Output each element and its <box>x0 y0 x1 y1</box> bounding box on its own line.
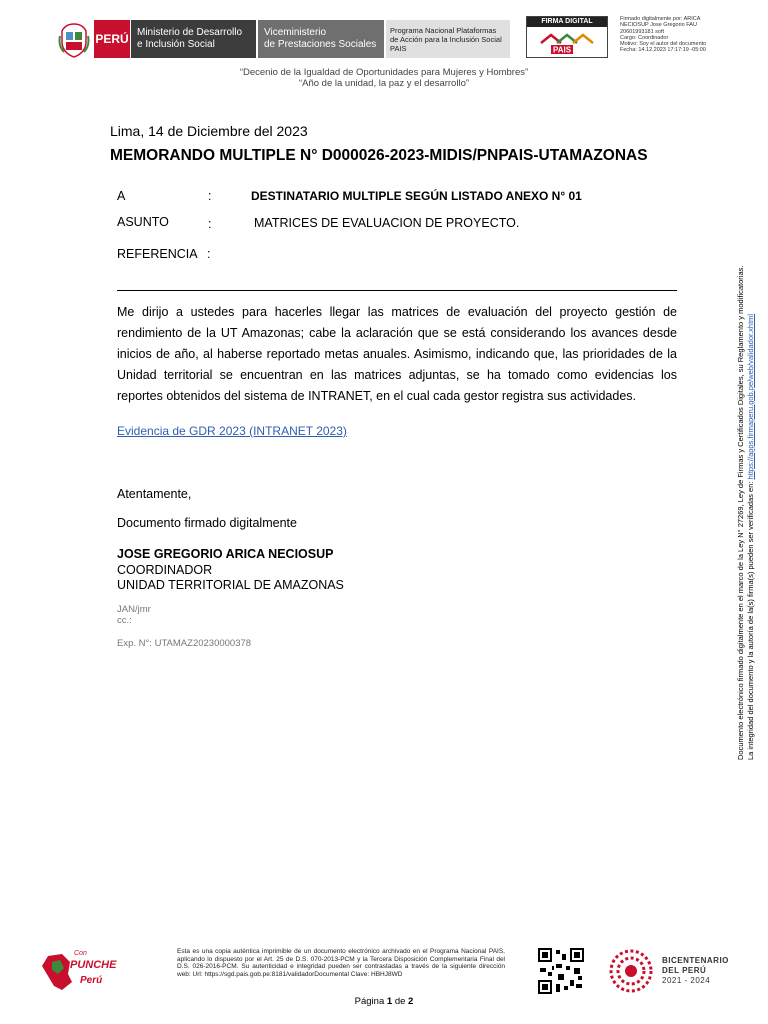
referencia-colon: : <box>207 247 211 261</box>
svg-text:PAIS: PAIS <box>552 45 572 55</box>
ministerio-line2: e Inclusión Social <box>137 39 215 50</box>
pais-logo-icon <box>537 29 597 57</box>
decenio-line2: “Año de la unidad, la paz y el desarrollo” <box>298 78 470 89</box>
side-note-line2 <box>746 220 756 760</box>
footer-authenticity-note: Esta es una copia auténtica imprimible de un documento electrónico archivado en el Programa Nacional PAIS, aplicando lo dispuesto por el Art. 25 de D.S. 070-2013-PCM y la Tercera Disposición Complementaria Final del D.S. 026-2016-PCM. Su autenticidad e integridad pueden ser contrastadas a través de la siguiente dirección web: Url: https://sgd.pais.gob.pe:8181/validadorDocumental Clave: HBHJ8WD <box>177 948 505 978</box>
signer-role: COORDINADOR <box>117 563 213 577</box>
firma-info-block <box>620 16 740 54</box>
page-number <box>0 996 768 1007</box>
asunto-label: ASUNTO <box>117 215 169 229</box>
punche-con: Con <box>74 950 87 957</box>
firma-info-line: NECIOSUP Jose Gregorio FAU <box>620 22 697 29</box>
vice-line2: de Prestaciones Sociales <box>264 39 377 50</box>
page-prefix: Página <box>354 996 387 1007</box>
ministerio-label <box>131 20 256 58</box>
a-value: DESTINATARIO MULTIPLE SEGÚN LISTADO ANEXO N° 01 <box>251 189 582 203</box>
bicentenario-line2: DEL PERÚ <box>662 966 707 975</box>
firma-info-line: Fecha: 14.12.2023 17:17:19 -05:00 <box>620 47 706 54</box>
exp-label: Exp. N°: <box>117 638 155 649</box>
bicentenario-logo-icon <box>608 948 654 994</box>
side-note-prefix: La integridad del documento y la autoría de la(s) firma(s) pueden ser verificadas en: <box>746 479 755 760</box>
programa-line1: Programa Nacional Plataformas <box>390 26 497 35</box>
peru-coat-of-arms-icon <box>58 22 90 58</box>
asunto-colon: : <box>208 217 212 231</box>
viceministerio-label <box>258 20 384 58</box>
a-colon: : <box>208 189 212 203</box>
a-label: A <box>117 189 126 203</box>
asunto-value: MATRICES DE EVALUACION DE PROYECTO. <box>254 216 520 230</box>
firma-digital-title: FIRMA DIGITAL <box>527 17 607 27</box>
cc-label: cc.: <box>117 615 132 626</box>
digital-signature-side-note <box>736 220 756 760</box>
memo-date: Lima, 14 de Diciembre del 2023 <box>110 123 308 139</box>
bicentenario-line1: BICENTENARIO <box>662 956 729 965</box>
punche-peru: Perú <box>80 975 103 986</box>
qr-code-icon <box>538 948 584 994</box>
firma-info-line: Cargo: Coordinador <box>620 34 669 41</box>
bicentenario-line3: 2021 - 2024 <box>662 976 711 985</box>
page-current: 1 <box>386 996 393 1007</box>
bicentenario-label <box>662 956 729 986</box>
memo-title: MEMORANDO MULTIPLE N° D000026-2023-MIDIS/PNPAIS-UTAMAZONAS <box>110 147 648 164</box>
section-divider <box>117 290 677 291</box>
evidencia-link[interactable]: Evidencia de GDR 2023 (INTRANET 2023) <box>117 424 347 438</box>
firma-info-line: Firmado digitalmente por: ARICA <box>620 16 701 22</box>
page-total: 2 <box>408 996 414 1007</box>
side-note-line1: Documento electrónico firmado digitalmente en el marco de la Ley N° 27269, Ley de Firmas y Certificados Digitales, su Reglamento y modificatorias. <box>736 265 745 760</box>
decenio-banner <box>0 67 768 89</box>
programa-line2: de Acción para la Inclusión Social <box>390 35 502 44</box>
referencia-label: REFERENCIA <box>117 247 198 261</box>
peru-map-icon <box>40 952 76 992</box>
memo-body: Me dirijo a ustedes para hacerles llegar las matrices de evaluación del proyecto gestión de rendimiento de la UT Amazonas; cabe la aclaración que se está considerando los avances desde inicios de año, al haberse reportado metas anuales. Asimismo, indicando que, las prioridades de la Unidad territorial se encuentran en las matrices adjuntas, se ha tomado como evidencias los reportes obtenidos del sistema de INTRANET, en el cual cada gestor registra sus actividades. <box>117 305 677 403</box>
con-punche-peru-logo <box>40 948 120 996</box>
firma-info-line: 20601993181 soft <box>620 28 665 35</box>
exp-value: UTAMAZ20230000378 <box>154 638 252 649</box>
exp-number <box>117 638 251 649</box>
vice-line1: Viceministerio <box>264 27 327 38</box>
punche-word: PUNCHE <box>70 959 117 971</box>
ministerio-line1: Ministerio de Desarrollo <box>137 27 243 38</box>
programa-line3: PAIS <box>390 44 407 53</box>
firmado-digitalmente: Documento firmado digitalmente <box>117 516 297 530</box>
programa-label <box>386 20 510 58</box>
peru-logo-label: PERÚ <box>94 20 130 58</box>
signer-name: JOSE GREGORIO ARICA NECIOSUP <box>117 547 334 561</box>
firma-info-line: Motivo: Soy el autor del documento <box>620 41 707 48</box>
validador-link[interactable]: https://apps.firmaperu.gob.pe/web/validador.xhtml <box>746 313 755 480</box>
signer-unit: UNIDAD TERRITORIAL DE AMAZONAS <box>117 578 344 592</box>
closing-atentamente: Atentamente, <box>117 487 192 501</box>
page-sep: de <box>392 996 409 1007</box>
firma-digital-stamp <box>526 16 608 58</box>
decenio-line1: “Decenio de la Igualdad de Oportunidades para Mujeres y Hombres” <box>239 67 529 78</box>
initials: JAN/jmr <box>117 604 151 615</box>
